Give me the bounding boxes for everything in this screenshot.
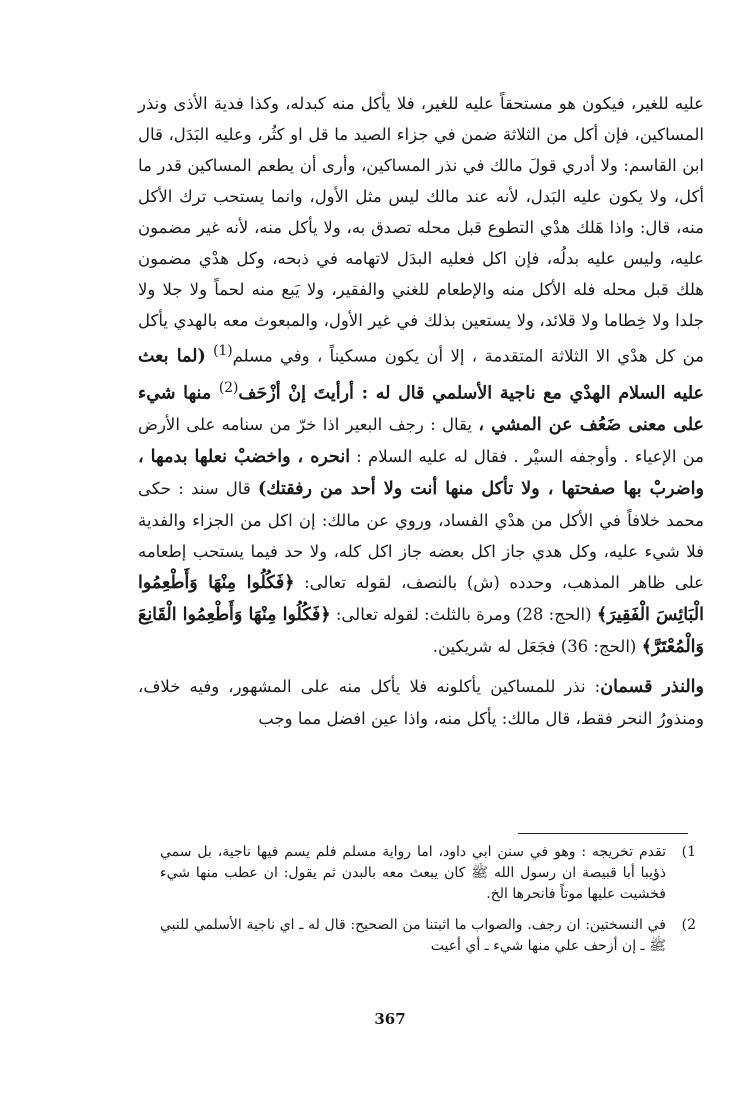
footnotes	[160, 842, 696, 967]
text-run: عليه للغير، فيكون هو مستحقاً عليه للغير، فلا يأكل منه كبدله، وكذا فدية الأذى ونذر المساكين، فإن أكل من الثلاثة ضمن في جزاء الصيد ما قل او كثُر، وعليه البَدَل، قال ابن القاسم: ولا أدري قولَ مالك في نذر المساكين، وأرى أن يطعم المساكين قدر ما أكل، ولا يكون عليه البَدل، لأنه عند مالك ليس مثل الأول، وانما يستحب ترك الأكل منه، قال: واذا هَلك هدْي التطوع قبل محله تصدق به، ولا يأكل منه، لأنه غير مضمون عليه، وليس عليه بدلُه، فإن اكل فعليه البدَل لاتهامه في ذبحه، وكل هدْي مضمون هلك قبل محله فله الأكل منه والإطعام للغني والفقير، ولا يَبع منه لحماً ولا جلا ولا جلدا ولا خِطاما ولا قلائد، ولا يستعين بذلك في غير الأول، والمبعوث معه بالهدي يأكل من كل هدْي الا الثلاثة المتقدمة ، إلا أن يكون مسكيناً ، وفي مسلم	[138, 94, 705, 366]
quran-verse-1: ﴿فَكُلُوا مِنْهَا وَأَطْعِمُوا الْبَائِسَ الْفَقِيرَ﴾	[138, 573, 705, 625]
main-text	[138, 88, 704, 734]
text-run: (الحج: 36) فجَعَل له شريكين.	[432, 637, 642, 656]
footnote-number: (1	[681, 844, 696, 860]
page-number: 367	[374, 1010, 406, 1028]
text-run: يقال : رجف البعير اذا خرّ من سنامه على الأرض من الإعياء . وأوجفه السيْر . فقال له عليه السلام :	[138, 415, 704, 466]
footnote-text: تقدم تخريجه : وهو في سنن ابي داود، اما رواية مسلم فلم يسم فيها ناجية، بل سمي ذؤيبا أبا قبيصة ان رسول الله ﷺ كان يبعث معه بالبدن ثم يقول: ان عطب منها شيء فخشيت عليها موتاً فانحرها الخ.	[160, 844, 666, 902]
hadith-quote: (لما بعث عليه السلام الهدْي مع ناجية الأسلمي قال له : أرأيتَ إنْ أزْحَف	[138, 346, 705, 403]
verse-reference: (الحج: 28) ومرة بالثلث: لقوله تعالى:	[330, 605, 597, 624]
footnote-divider	[518, 833, 688, 834]
footnote-ref-1: (1)	[213, 343, 233, 359]
footnote-number: (2	[681, 917, 696, 933]
quran-verse-2: ﴿فَكُلُوا مِنْهَا وَأَطْعِمُوا الْقَانِعَ وَالْمُعْتَرَّ﴾	[138, 605, 704, 657]
paragraph-2	[138, 671, 704, 734]
text-run: قال سند : حكى محمد خلافاً في الأكل من هدْي الفساد، وروي عن مالك: إن اكل من الجزاء والفدية فلا شيء عليه، وكل هدي جاز اكل بعضه جاز اكل كله، ولا حد فيما يستحب إطعامه على ظاهر المذهب، وحدده (ش) بالنصف، لقوله تعالى:	[138, 479, 704, 592]
paragraph-1	[138, 88, 704, 663]
footnote-1	[160, 842, 696, 905]
footnote-text: في النسختين: ان رجف. والصواب ما اثبتنا من الصحيح: قال له ـ اي ناجية الأسلمي للنبي ﷺ ـ إن أزحف علي منها شيء ـ أي أعيت	[160, 917, 666, 954]
hadith-command: انحره ، واخضبْ نعلها بدمها ، واضربْ بها صفحتها ، ولا تأكل منها أنت ولا أحد من رفقتك)	[138, 447, 704, 499]
hadith-quote-cont: منها شيء على معنى ضَعُف عن المشي ،	[138, 383, 704, 435]
section-heading: والنذر قسمان	[600, 677, 704, 697]
footnote-2	[160, 915, 696, 957]
footnote-ref-2: (2)	[218, 379, 239, 396]
text-run: : نذر للمساكين يأكلونه فلا يأكل منه على المشهور، وفيه خلاف، ومنذورُ النحر فقط، قال مالك: يأكل منه، واذا عين افضل مما وجب	[138, 677, 704, 728]
